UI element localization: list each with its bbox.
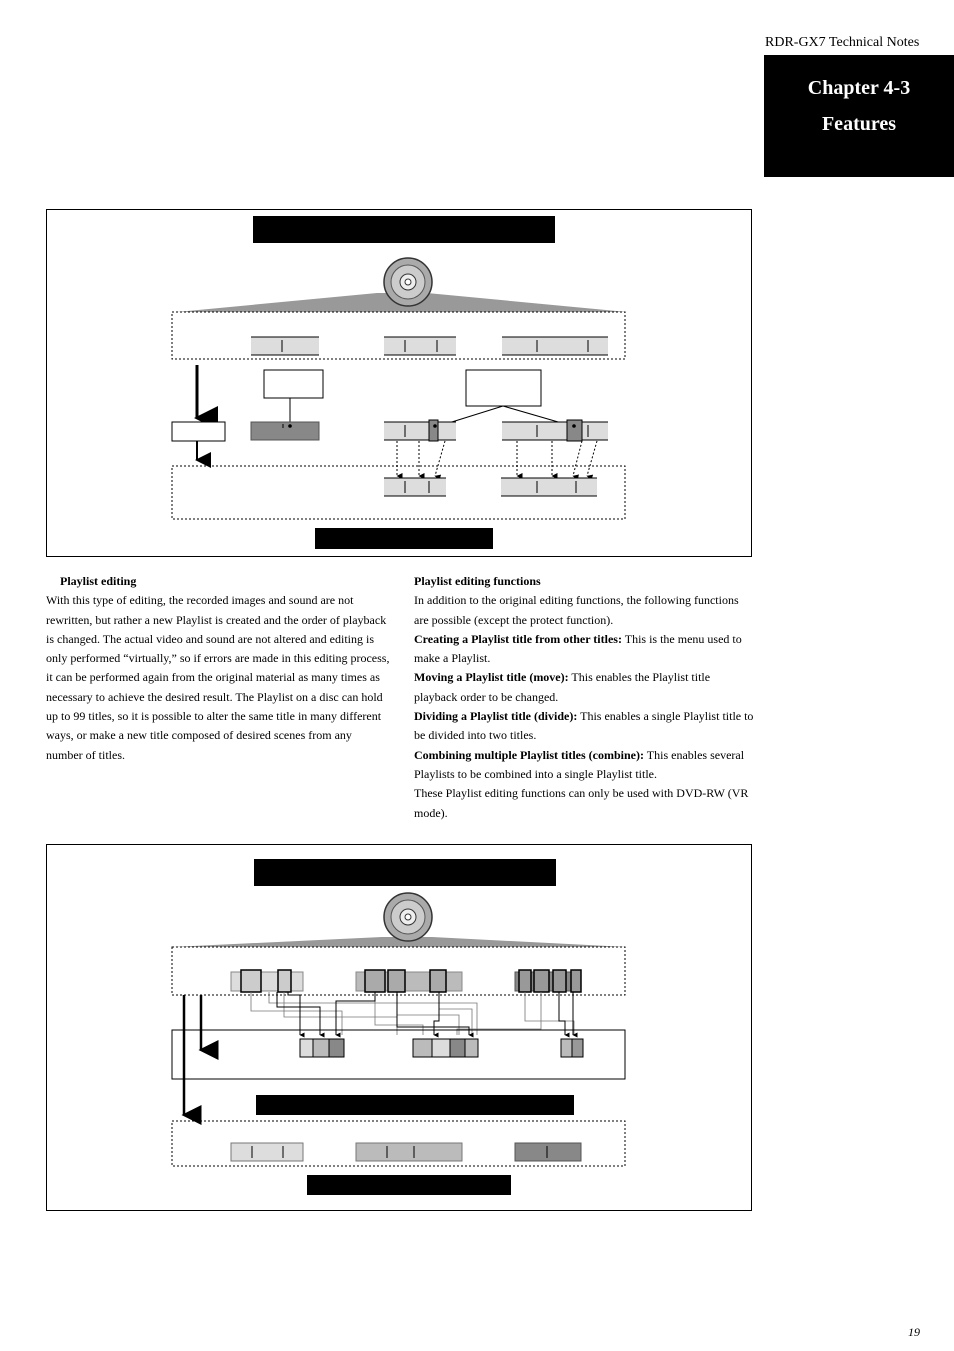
scene-arrows (277, 992, 573, 1035)
chapter-box (764, 55, 954, 177)
figure-caption-bar (315, 528, 493, 549)
result-title-1 (384, 478, 446, 496)
function-desc: This enables a single Playlist title to be divided into two titles. (414, 709, 754, 743)
original-title-1 (251, 337, 319, 355)
edited-title-3 (502, 420, 608, 441)
right-column (414, 572, 754, 823)
original-title-2 (384, 337, 456, 355)
playlist-title-1 (300, 1039, 344, 1057)
left-heading: Playlist editing (60, 574, 137, 588)
chapter-label: Chapter 4-3 (807, 77, 911, 99)
function-term: Creating a Playlist title from other titles: (414, 631, 622, 646)
section-label: Features (821, 113, 897, 135)
figure-original-editing-diagram (47, 210, 751, 556)
figure-original-editing (46, 209, 752, 557)
function-item (414, 746, 754, 785)
playlist-caption-bar (256, 1095, 574, 1115)
edit-mapping-arrows (397, 441, 597, 476)
figure-title-bar (253, 216, 555, 243)
right-outro: These Playlist editing functions can only be used with DVD-RW (VR mode). (414, 786, 749, 820)
document-title: RDR-GX7 Technical Notes (765, 35, 920, 50)
edited-title-2 (384, 420, 456, 441)
function-item (414, 630, 754, 669)
left-body: With this type of editing, the recorded images and sound are not rewritten, but rather a new Playlist is created and the order of playback is changed. The actual video and sound are not altered and editing is only performed “virtually,” so if errors are made in this editing process, it can be performed again from the original material as many times as necessary to achieve the desired result. The Playlist on a disc can hold up to 99 titles, so it is possible to alter the same title in many different ways, or make a new title composed of desired scenes from any number of titles. (46, 593, 390, 762)
disc-icon (384, 258, 432, 306)
original-title-3 (502, 337, 608, 355)
function-item (414, 668, 754, 707)
edited-title-1 (251, 422, 319, 440)
playlist-title-2 (413, 1039, 478, 1057)
function-term: Dividing a Playlist title (divide): (414, 709, 578, 724)
function-term: Moving a Playlist title (move): (414, 670, 569, 685)
edit-step-box (172, 422, 225, 441)
left-column (46, 572, 391, 765)
figure2-title-bar (254, 859, 556, 886)
figure-playlist-editing (46, 844, 752, 1211)
function-desc: This is the menu used to make a Playlist. (414, 631, 742, 666)
right-intro: In addition to the original editing functions, the following functions are possible (except the protect function). (414, 593, 739, 627)
original-kept-title-2 (356, 1143, 462, 1161)
page-number: 19 (908, 1325, 920, 1339)
original2-title-3 (515, 970, 581, 992)
scene-selection-lines (251, 992, 574, 1035)
original2-title-2 (356, 970, 462, 992)
callout-box-2 (466, 370, 541, 406)
disc2-icon (384, 893, 432, 941)
original-kept-title-3 (515, 1143, 581, 1161)
figure2-caption-bar (307, 1175, 511, 1195)
figure-playlist-editing-diagram (47, 845, 751, 1210)
result-title-2 (501, 478, 597, 496)
original-kept-title-1 (231, 1143, 303, 1161)
function-desc: This enables several Playlists to be combined into a single Playlist title. (414, 747, 745, 781)
original2-title-1 (231, 970, 303, 992)
playlist-title-3 (561, 1039, 583, 1057)
function-desc: This enables the Playlist title playback order to be changed. (414, 670, 711, 704)
callout-box-1 (264, 370, 323, 398)
right-heading: Playlist editing functions (414, 574, 541, 588)
function-term: Combining multiple Playlist titles (combine): (414, 747, 644, 762)
function-item (414, 707, 754, 746)
playlist-area (172, 1030, 625, 1079)
